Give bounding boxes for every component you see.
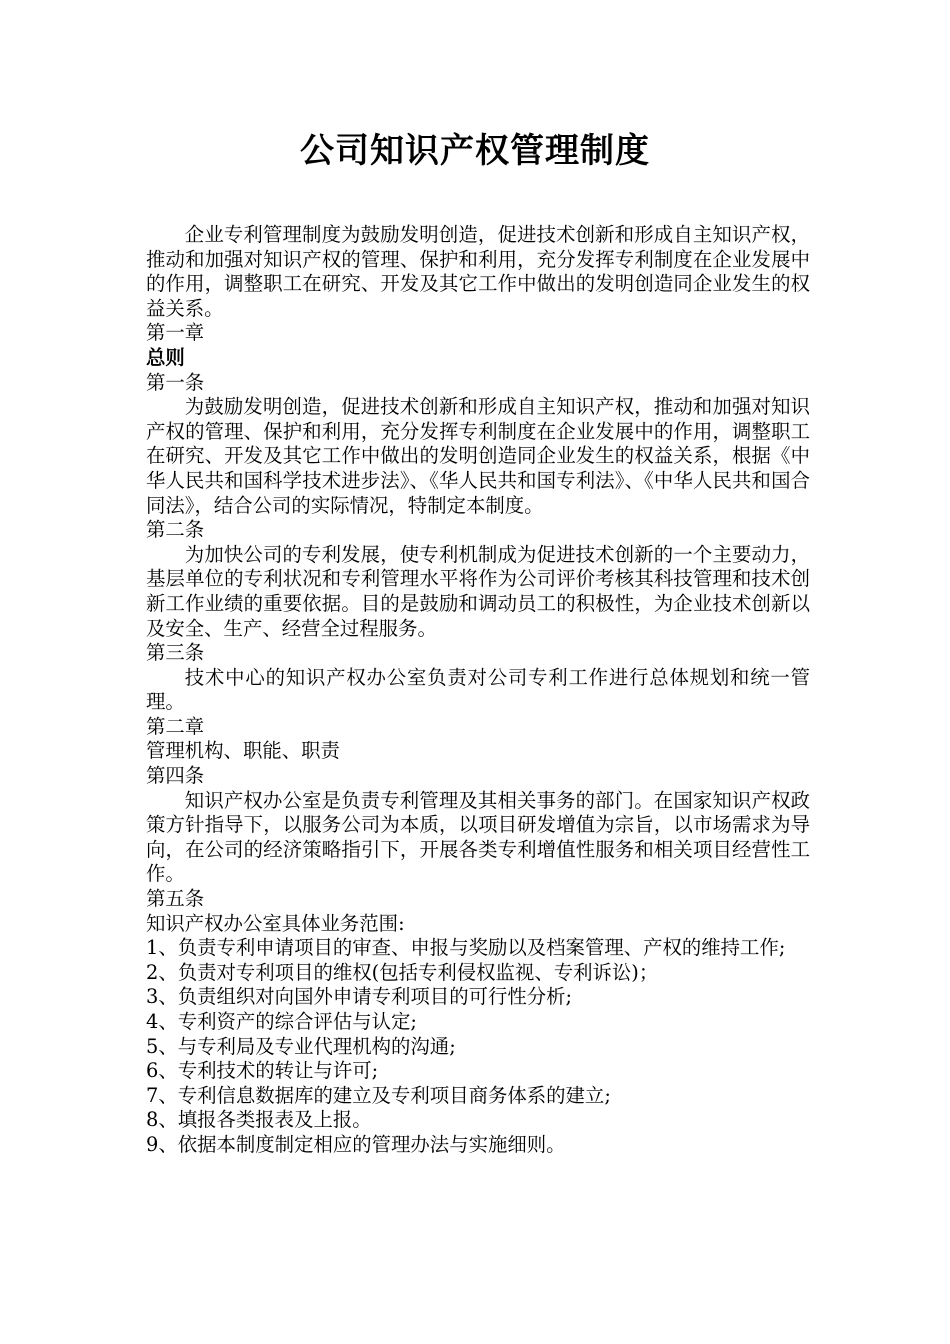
list-item: 8、填报各类报表及上报。 [146,1108,372,1132]
article2-number: 第二条 [146,518,205,542]
document-body [146,223,810,1158]
document-title: 公司知识产权管理制度 [300,131,650,171]
article2-text: 为加快公司的专利发展，使专利机制成为促进技术创新的一个主要动力，基层单位的专利状况和专利管理水平将作为公司评价考核其科技管理和技术创新工作业绩的重要依据。目的是鼓励和调动员工的积极性，为企业技术创新以及安全、生产、经营全过程服务。 [146,542,810,640]
article4-number: 第四条 [146,764,205,788]
list-item: 2、负责对专利项目的维权(包括专利侵权监视、专利诉讼)； [146,960,659,984]
article5-lead: 知识产权办公室具体业务范围: [146,911,405,935]
article3-text: 技术中心的知识产权办公室负责对公司专利工作进行总体规划和统一管理。 [146,665,810,714]
list-item: 5、与专利局及专业代理机构的沟通; [146,1034,456,1058]
chapter1-title: 总则 [146,345,185,369]
intro-paragraph: 企业专利管理制度为鼓励发明创造，促进技术创新和形成自主知识产权，推动和加强对知识产权的管理、保护和利用，充分发挥专利制度在企业发展中的作用，调整职工在研究、开发及其它工作中做出的发明创造同企业发生的权益关系。 [146,223,810,320]
article1-text: 为鼓励发明创造，促进技术创新和形成自主知识产权，推动和加强对知识产权的管理、保护和利用，充分发挥专利制度在企业发展中的作用，调整职工在研究、开发及其它工作中做出的发明创造同企业发生的权益关系，根据《中华人民共和国科学技术进步法》、《华人民共和国专利法》、《中华人民共和国合同法》，结合公司的实际情况，特制定本制度。 [146,395,810,517]
list-item: 4、专利资产的综合评估与认定; [146,1010,417,1033]
list-item: 1、负责专利申请项目的审查、申报与奖励以及档案管理、产权的维持工作; [146,936,786,960]
chapter1-number: 第一章 [146,321,205,345]
chapter2-title: 管理机构、职能、职责 [146,739,340,763]
article4-text: 知识产权办公室是负责专利管理及其相关事务的部门。在国家知识产权政策方针指导下，以服务公司为本质，以项目研发增值为宗旨，以市场需求为导向，在公司的经济策略指引下，开展各类专利增值性服务和相关项目经营性工作。 [146,788,810,886]
list-item: 3、负责组织对向国外申请专利项目的可行性分析; [146,985,573,1009]
list-item: 9、依据本制度制定相应的管理办法与实施细则。 [146,1132,566,1156]
list-item: 7、专利信息数据库的建立及专利项目商务体系的建立; [146,1083,611,1107]
article3-number: 第三条 [146,641,205,665]
chapter2-number: 第二章 [146,714,205,738]
article5-number: 第五条 [146,887,205,911]
list-item: 6、专利技术的转让与许可; [146,1059,379,1083]
article1-number: 第一条 [146,370,205,394]
